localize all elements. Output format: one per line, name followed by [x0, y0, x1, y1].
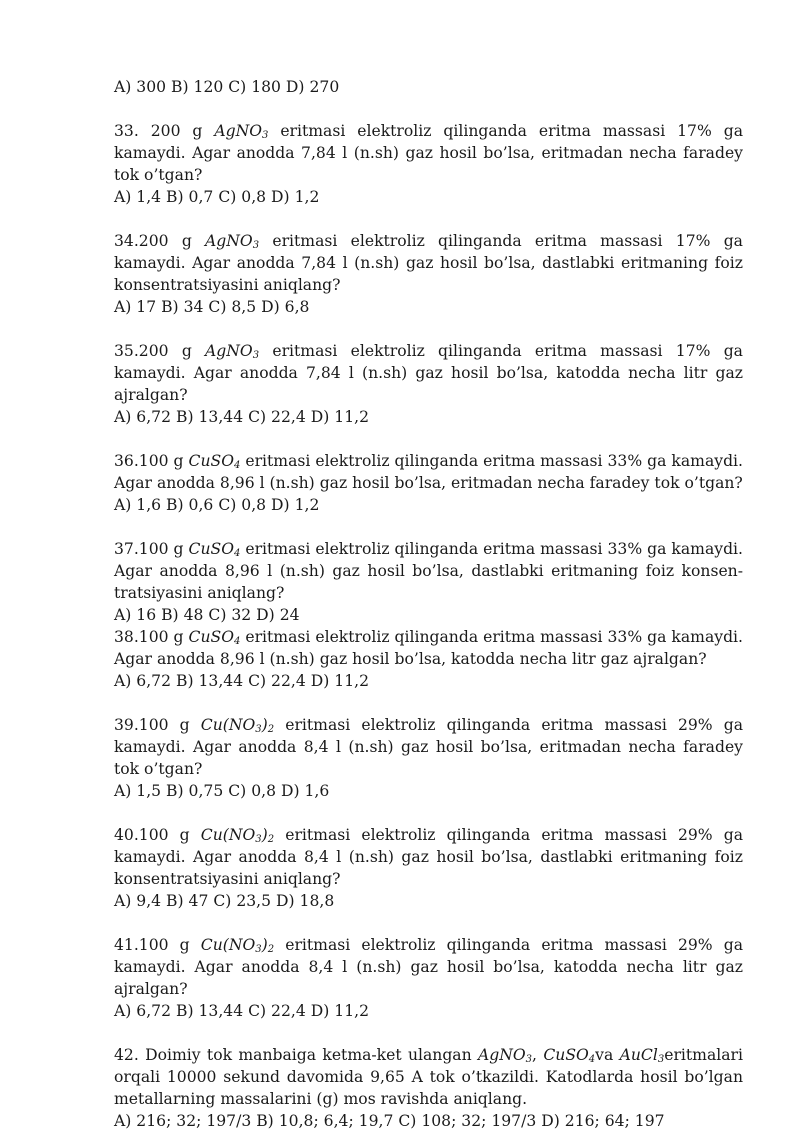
document-page — [114, 76, 743, 1132]
question-text: 36.100 g CuSO$_4$ eritmasi elektroliz qilinganda eritma massasi 33% ga kamaydi. Agar anodda 8,96 l (n.sh) gaz hosil bo’lsa, eritmadan necha faradey tok o’tgan? — [114, 452, 743, 492]
chemical-formula: CuSO$_4$ — [543, 1046, 596, 1065]
question-38 — [114, 626, 743, 692]
answer-options: A) 9,4 B) 47 C) 23,5 D) 18,8 — [114, 892, 335, 910]
question-text: 37.100 g CuSO$_4$ eritmasi elektroliz qilinganda eritma massasi 33% ga kamaydi. Agar anodda 8,96 l (n.sh) gaz hosil bo’lsa, dastlabki eritmaning foiz konsentratsiyasini aniqlang? — [114, 540, 743, 602]
question-39 — [114, 714, 743, 802]
question-text: 35.200 g AgNO$_3$ eritmasi elektroliz qilinganda eritma massasi 17% ga kamaydi. Agar anodda 7,84 l (n.sh) gaz hosil bo’lsa, katodda necha litr gaz ajralgan? — [114, 342, 743, 404]
answer-options: A) 1,6 B) 0,6 C) 0,8 D) 1,2 — [114, 496, 320, 514]
answer-options: A) 1,4 B) 0,7 C) 0,8 D) 1,2 — [114, 188, 320, 206]
question-42 — [114, 1044, 743, 1132]
question-text: 41.100 g $Cu(NO_3)_2$ eritmasi elektroliz qilinganda eritma massasi 29% ga kamaydi. Agar anodda 8,4 l (n.sh) gaz hosil bo’lsa, katodda necha litr gaz ajralgan? — [114, 936, 743, 998]
top-answer-options: A) 300 B) 120 C) 180 D) 270 — [114, 78, 340, 96]
question-text: 38.100 g CuSO$_4$ eritmasi elektroliz qilinganda eritma massasi 33% ga kamaydi. Agar anodda 8,96 l (n.sh) gaz hosil bo’lsa, katodda necha litr gaz ajralgan? — [114, 628, 743, 668]
answer-options: A) 17 B) 34 C) 8,5 D) 6,8 — [114, 298, 310, 316]
chemical-formula: AgNO$_3$ — [477, 1046, 533, 1065]
question-34 — [114, 230, 743, 318]
question-text: 40.100 g $Cu(NO_3)_2$ eritmasi elektroliz qilinganda eritma massasi 29% ga kamaydi. Agar anodda 8,4 l (n.sh) gaz hosil bo’lsa, dastlabki eritmaning foiz konsentratsiyasini aniqlang? — [114, 826, 743, 888]
answer-options: A) 6,72 B) 13,44 C) 22,4 D) 11,2 — [114, 408, 369, 426]
question-36 — [114, 450, 743, 516]
chemical-formula: CuSO$_4$ — [188, 452, 241, 471]
question-text: 34.200 g AgNO$_3$ eritmasi elektroliz qilinganda eritma massasi 17% ga kamaydi. Agar anodda 7,84 l (n.sh) gaz hosil bo’lsa, dastlabki eritmaning foiz konsentratsiyasini aniqlang? — [114, 232, 743, 294]
question-37 — [114, 538, 743, 626]
chemical-formula: AgNO$_3$ — [205, 232, 260, 251]
answer-options: A) 216; 32; 197/3 B) 10,8; 6,4; 19,7 C) 108; 32; 197/3 D) 216; 64; 197 — [114, 1112, 665, 1130]
question-text: 42. Doimiy tok manbaiga ketma-ket ulangan AgNO$_3$, CuSO$_4$va AuCl$_3$eritmalari orqali 10000 sekund davomida 9,65 A tok o’tkazildi. Katodlarda hosil bo’lgan metallarning massalarini (g) mos ravishda aniqlang. — [114, 1046, 743, 1108]
chemical-formula: CuSO$_4$ — [188, 540, 241, 559]
chemical-formula: AuCl$_3$ — [619, 1046, 665, 1065]
question-35 — [114, 340, 743, 428]
question-text: 39.100 g $Cu(NO_3)_2$ eritmasi elektroliz qilinganda eritma massasi 29% ga kamaydi. Agar anodda 8,4 l (n.sh) gaz hosil bo’lsa, eritmadan necha faradey tok o’tgan? — [114, 716, 743, 778]
question-41 — [114, 934, 743, 1022]
answer-options: A) 1,5 B) 0,75 C) 0,8 D) 1,6 — [114, 782, 330, 800]
chemical-formula: $Cu(NO_3)_2$ — [200, 936, 275, 955]
chemical-formula: AgNO$_3$ — [205, 342, 260, 361]
answer-options: A) 6,72 B) 13,44 C) 22,4 D) 11,2 — [114, 1002, 369, 1020]
chemical-formula: AgNO$_3$ — [214, 122, 269, 141]
question-40 — [114, 824, 743, 912]
chemical-formula: $Cu(NO_3)_2$ — [200, 826, 275, 845]
chemical-formula: $Cu(NO_3)_2$ — [200, 716, 275, 735]
chemical-formula: CuSO$_4$ — [188, 628, 241, 647]
question-33 — [114, 120, 743, 208]
answer-options: A) 16 B) 48 C) 32 D) 24 — [114, 606, 300, 624]
answer-options: A) 6,72 B) 13,44 C) 22,4 D) 11,2 — [114, 672, 369, 690]
question-text: 33. 200 g AgNO$_3$ eritmasi elektroliz qilinganda eritma massasi 17% ga kamaydi. Agar anodda 7,84 l (n.sh) gaz hosil bo’lsa, eritmadan necha faradey tok o’tgan? — [114, 122, 743, 184]
